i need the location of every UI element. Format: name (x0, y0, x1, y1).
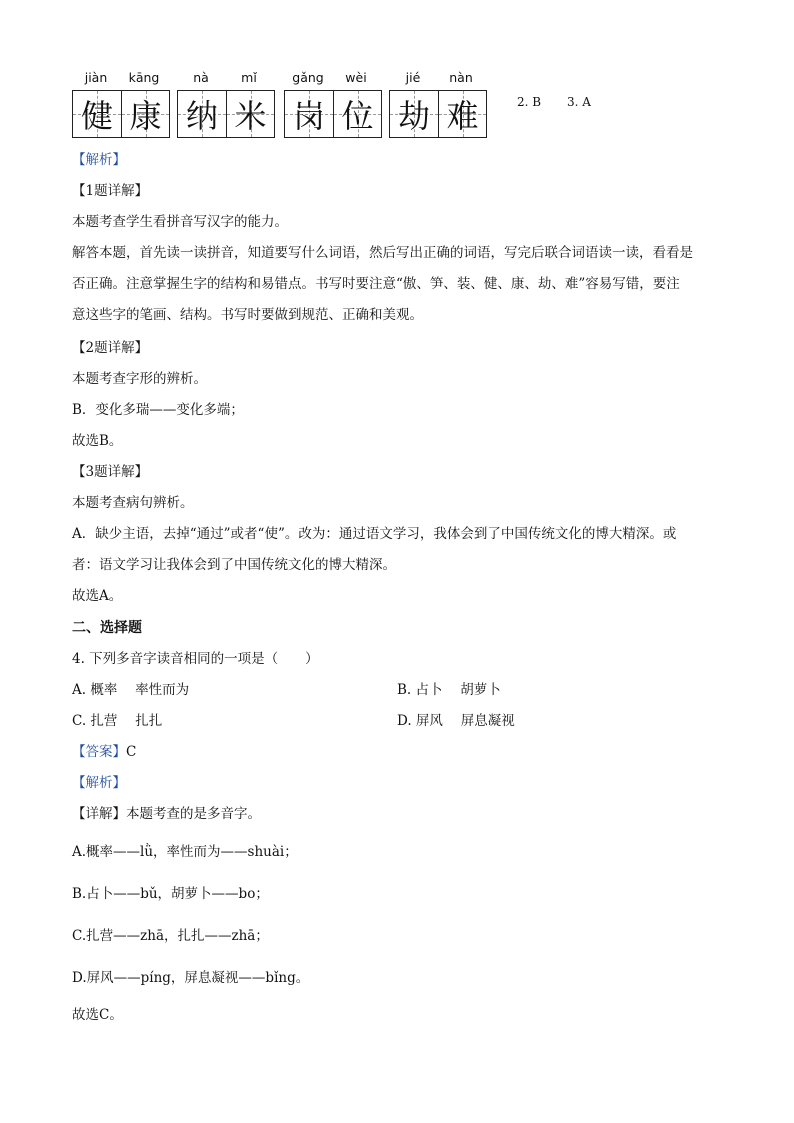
explanation-line: A.概率——lǜ，率性而为——shuài； (72, 844, 298, 860)
pinyin-syllable: jié (405, 70, 421, 85)
q2-heading: 【2题详解】 (72, 340, 149, 356)
detail-label: 【详解】 (72, 806, 126, 822)
section-title: 二、选择题 (72, 620, 142, 636)
q1-text: 否正确。注意掌握生字的结构和易错点。书写时要注意“傲、笋、装、健、康、劫、难”容易写错，要注 (72, 276, 680, 292)
q2-text: 本题考查字形的辨析。 (72, 371, 207, 387)
option-c: C. 扎营 扎扎 (72, 713, 163, 729)
pinyin-syllable: mǐ (241, 70, 257, 85)
character-grid (389, 90, 487, 138)
explanation-line: B.占卜——bǔ，胡萝卜——bo； (72, 886, 269, 902)
option-d: D. 屏风 屏息凝视 (397, 713, 515, 729)
explanation-line: 故选C。 (72, 1007, 123, 1023)
pinyin-syllable: jiàn (84, 70, 108, 85)
detail-text: 本题考查的是多音字。 (126, 806, 261, 822)
answer-q3: 3. A (567, 95, 591, 109)
q3-text: 本题考查病句辨析。 (72, 495, 194, 511)
character-grid (177, 90, 275, 138)
pinyin-syllable: wèi (345, 70, 367, 85)
q3-heading: 【3题详解】 (72, 464, 149, 480)
detail-row (72, 804, 261, 824)
q1-text: 本题考查学生看拼音写汉字的能力。 (72, 214, 288, 230)
character: 康 (129, 97, 162, 135)
pinyin-syllable: gǎng (292, 70, 324, 85)
pinyin-syllable: nà (193, 70, 209, 85)
option-b: B. 占卜 胡萝卜 (397, 682, 501, 698)
character-grid (284, 90, 382, 138)
q1-heading: 【1题详解】 (72, 183, 149, 199)
answer-value: C (126, 744, 137, 760)
q1-text: 解答本题，首先读一读拼音，知道要写什么词语，然后写出正确的词语，写完后联合词语读一读，看看是 (72, 245, 693, 261)
analysis-label: 【解析】 (72, 775, 126, 791)
answer-row (72, 742, 136, 762)
question-4: 4. 下列多音字读音相同的一项是（ ） (72, 651, 319, 667)
answer-label: 【答案】 (72, 744, 126, 760)
q3-text: 者：语文学习让我体会到了中国传统文化的博大精深。 (72, 557, 396, 573)
character: 岗 (292, 97, 325, 135)
q1-text: 意这些字的笔画、结构。书写时要做到规范、正确和美观。 (72, 307, 423, 323)
character: 健 (80, 97, 113, 135)
character: 米 (234, 97, 267, 135)
analysis-label: 【解析】 (72, 152, 126, 168)
explanation-line: D.屏风——píng，屏息凝视——bǐng。 (72, 970, 310, 986)
pinyin-syllable: kāng (128, 70, 160, 85)
character: 位 (341, 97, 374, 135)
q3-text: 故选A。 (72, 588, 123, 604)
explanation-line: C.扎营——zhā，扎扎——zhā； (72, 928, 269, 944)
pinyin-syllable: nàn (449, 70, 473, 85)
answer-q2: 2. B (517, 95, 542, 109)
character-grid (72, 90, 170, 138)
character: 纳 (185, 97, 218, 135)
option-a: A. 概率 率性而为 (72, 682, 190, 698)
q2-text: 故选B。 (72, 433, 123, 449)
q3-text: A．缺少主语，去掉“通过”或者“使”。改为：通过语文学习，我体会到了中国传统文化的博大精深。或 (72, 526, 677, 542)
character: 劫 (397, 97, 430, 135)
q2-text: B．变化多瑞——变化多端； (72, 402, 244, 418)
character: 难 (446, 97, 479, 135)
